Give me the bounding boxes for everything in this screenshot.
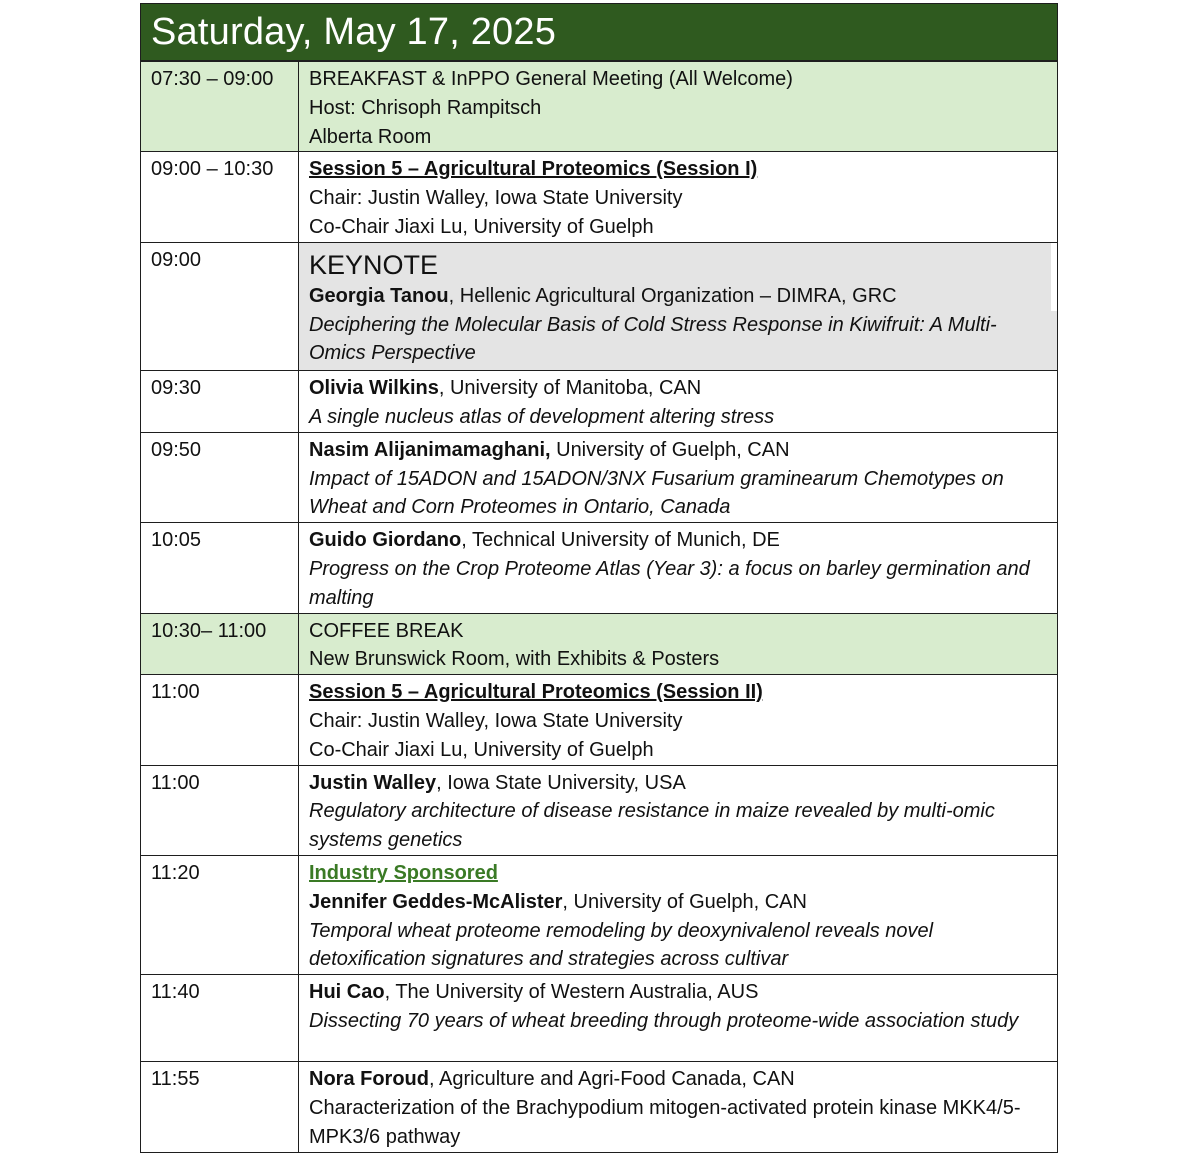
time-cell: 09:50 bbox=[141, 432, 299, 522]
session-cochair: Co-Chair Jiaxi Lu, University of Guelph bbox=[309, 738, 654, 761]
talk-cell bbox=[299, 855, 1058, 974]
time-cell: 11:20 bbox=[141, 855, 299, 974]
session-title: Session 5 – Agricultural Proteomics (Session I) bbox=[309, 158, 758, 181]
table-row bbox=[141, 62, 1058, 152]
session-title: Session 5 – Agricultural Proteomics (Session II) bbox=[309, 681, 763, 704]
talk-cell bbox=[299, 765, 1058, 855]
table-row bbox=[141, 765, 1058, 855]
speaker-affiliation: , Agriculture and Agri-Food Canada, CAN bbox=[429, 1068, 795, 1091]
talk-cell bbox=[299, 523, 1058, 613]
table-row bbox=[141, 242, 1058, 370]
speaker-affiliation: , Hellenic Agricultural Organization – DIMRA, GRC bbox=[448, 284, 897, 307]
speaker-affiliation: , The University of Western Australia, AUS bbox=[384, 981, 759, 1004]
event-title: BREAKFAST & InPPO General Meeting (All Welcome) bbox=[309, 68, 793, 90]
speaker-name: Guido Giordano bbox=[309, 529, 462, 552]
time-cell: 09:00 – 10:30 bbox=[141, 152, 299, 242]
sponsor-label: Industry Sponsored bbox=[309, 861, 498, 884]
session-cochair: Co-Chair Jiaxi Lu, University of Guelph bbox=[309, 215, 654, 238]
time-cell: 11:00 bbox=[141, 675, 299, 765]
time-cell: 10:30– 11:00 bbox=[141, 613, 299, 675]
event-cell bbox=[299, 62, 1058, 152]
speaker-name: Hui Cao bbox=[309, 981, 385, 1004]
day-title: Saturday, May 17, 2025 bbox=[151, 10, 557, 53]
event-host: Host: Chrisoph Rampitsch bbox=[309, 96, 542, 119]
speaker-affiliation: University of Guelph, CAN bbox=[550, 438, 790, 461]
speaker-affiliation: , Technical University of Munich, DE bbox=[461, 529, 780, 552]
talk-cell bbox=[299, 1062, 1058, 1152]
time-cell: 10:05 bbox=[141, 523, 299, 613]
table-row bbox=[141, 432, 1058, 522]
speaker-name: Nora Foroud bbox=[309, 1068, 429, 1091]
talk-title: Temporal wheat proteome remodeling by deoxynivalenol reveals novel detoxification signatures and strategies across cultivar bbox=[309, 919, 934, 971]
time-cell: 07:30 – 09:00 bbox=[141, 62, 299, 152]
table-row bbox=[141, 523, 1058, 613]
talk-title: Progress on the Crop Proteome Atlas (Year 3): a focus on barley germination and malting bbox=[309, 557, 1030, 609]
time-cell: 09:30 bbox=[141, 371, 299, 433]
table-row bbox=[141, 675, 1058, 765]
talk-title: Characterization of the Brachypodium mitogen-activated protein kinase MKK4/5-MPK3/6 pathway bbox=[309, 1096, 1021, 1148]
event-cell bbox=[299, 613, 1058, 675]
talk-cell bbox=[299, 975, 1058, 1062]
table-row bbox=[141, 613, 1058, 675]
table-row bbox=[141, 152, 1058, 242]
time-cell: 11:40 bbox=[141, 975, 299, 1062]
speaker-affiliation: , University of Guelph, CAN bbox=[562, 890, 807, 913]
event-room: Alberta Room bbox=[309, 125, 432, 148]
talk-title: A single nucleus atlas of development altering stress bbox=[309, 405, 775, 428]
session-chair: Chair: Justin Walley, Iowa State University bbox=[309, 709, 683, 732]
speaker-name: Jennifer Geddes-McAlister bbox=[309, 890, 563, 913]
session-chair: Chair: Justin Walley, Iowa State University bbox=[309, 187, 683, 210]
day-header bbox=[140, 3, 1058, 61]
table-row bbox=[141, 855, 1058, 974]
speaker-name: Justin Walley bbox=[309, 771, 437, 794]
event-room: New Brunswick Room, with Exhibits & Posters bbox=[309, 648, 720, 671]
table-row bbox=[141, 1062, 1058, 1152]
speaker-name: Nasim Alijanimamaghani, bbox=[309, 438, 551, 461]
keynote-label: KEYNOTE bbox=[309, 249, 439, 280]
schedule-table bbox=[140, 61, 1058, 1153]
talk-title: Impact of 15ADON and 15ADON/3NX Fusarium graminearum Chemotypes on Wheat and Corn Proteomes in Ontario, Canada bbox=[309, 467, 1004, 519]
speaker-affiliation: , Iowa State University, USA bbox=[436, 771, 686, 794]
speaker-name: Georgia Tanou bbox=[309, 284, 449, 307]
schedule-sheet bbox=[140, 3, 1058, 1153]
table-row bbox=[141, 975, 1058, 1062]
talk-cell bbox=[299, 371, 1058, 433]
talk-cell bbox=[299, 432, 1058, 522]
speaker-affiliation: , University of Manitoba, CAN bbox=[438, 377, 702, 400]
table-row bbox=[141, 371, 1058, 433]
talk-title: Regulatory architecture of disease resistance in maize revealed by multi-omic systems genetics bbox=[309, 800, 995, 852]
speaker-name: Olivia Wilkins bbox=[309, 377, 439, 400]
event-title: COFFEE BREAK bbox=[309, 619, 464, 642]
talk-title: Dissecting 70 years of wheat breeding through proteome-wide association study bbox=[309, 1009, 1019, 1032]
keynote-cell bbox=[299, 242, 1058, 370]
talk-title: Deciphering the Molecular Basis of Cold Stress Response in Kiwifruit: A Multi-Omics Perspective bbox=[299, 311, 1057, 371]
time-cell: 11:00 bbox=[141, 765, 299, 855]
time-cell: 11:55 bbox=[141, 1062, 299, 1152]
keynote-block bbox=[299, 243, 1051, 311]
session-cell bbox=[299, 675, 1058, 765]
session-cell bbox=[299, 152, 1058, 242]
time-cell: 09:00 bbox=[141, 242, 299, 370]
